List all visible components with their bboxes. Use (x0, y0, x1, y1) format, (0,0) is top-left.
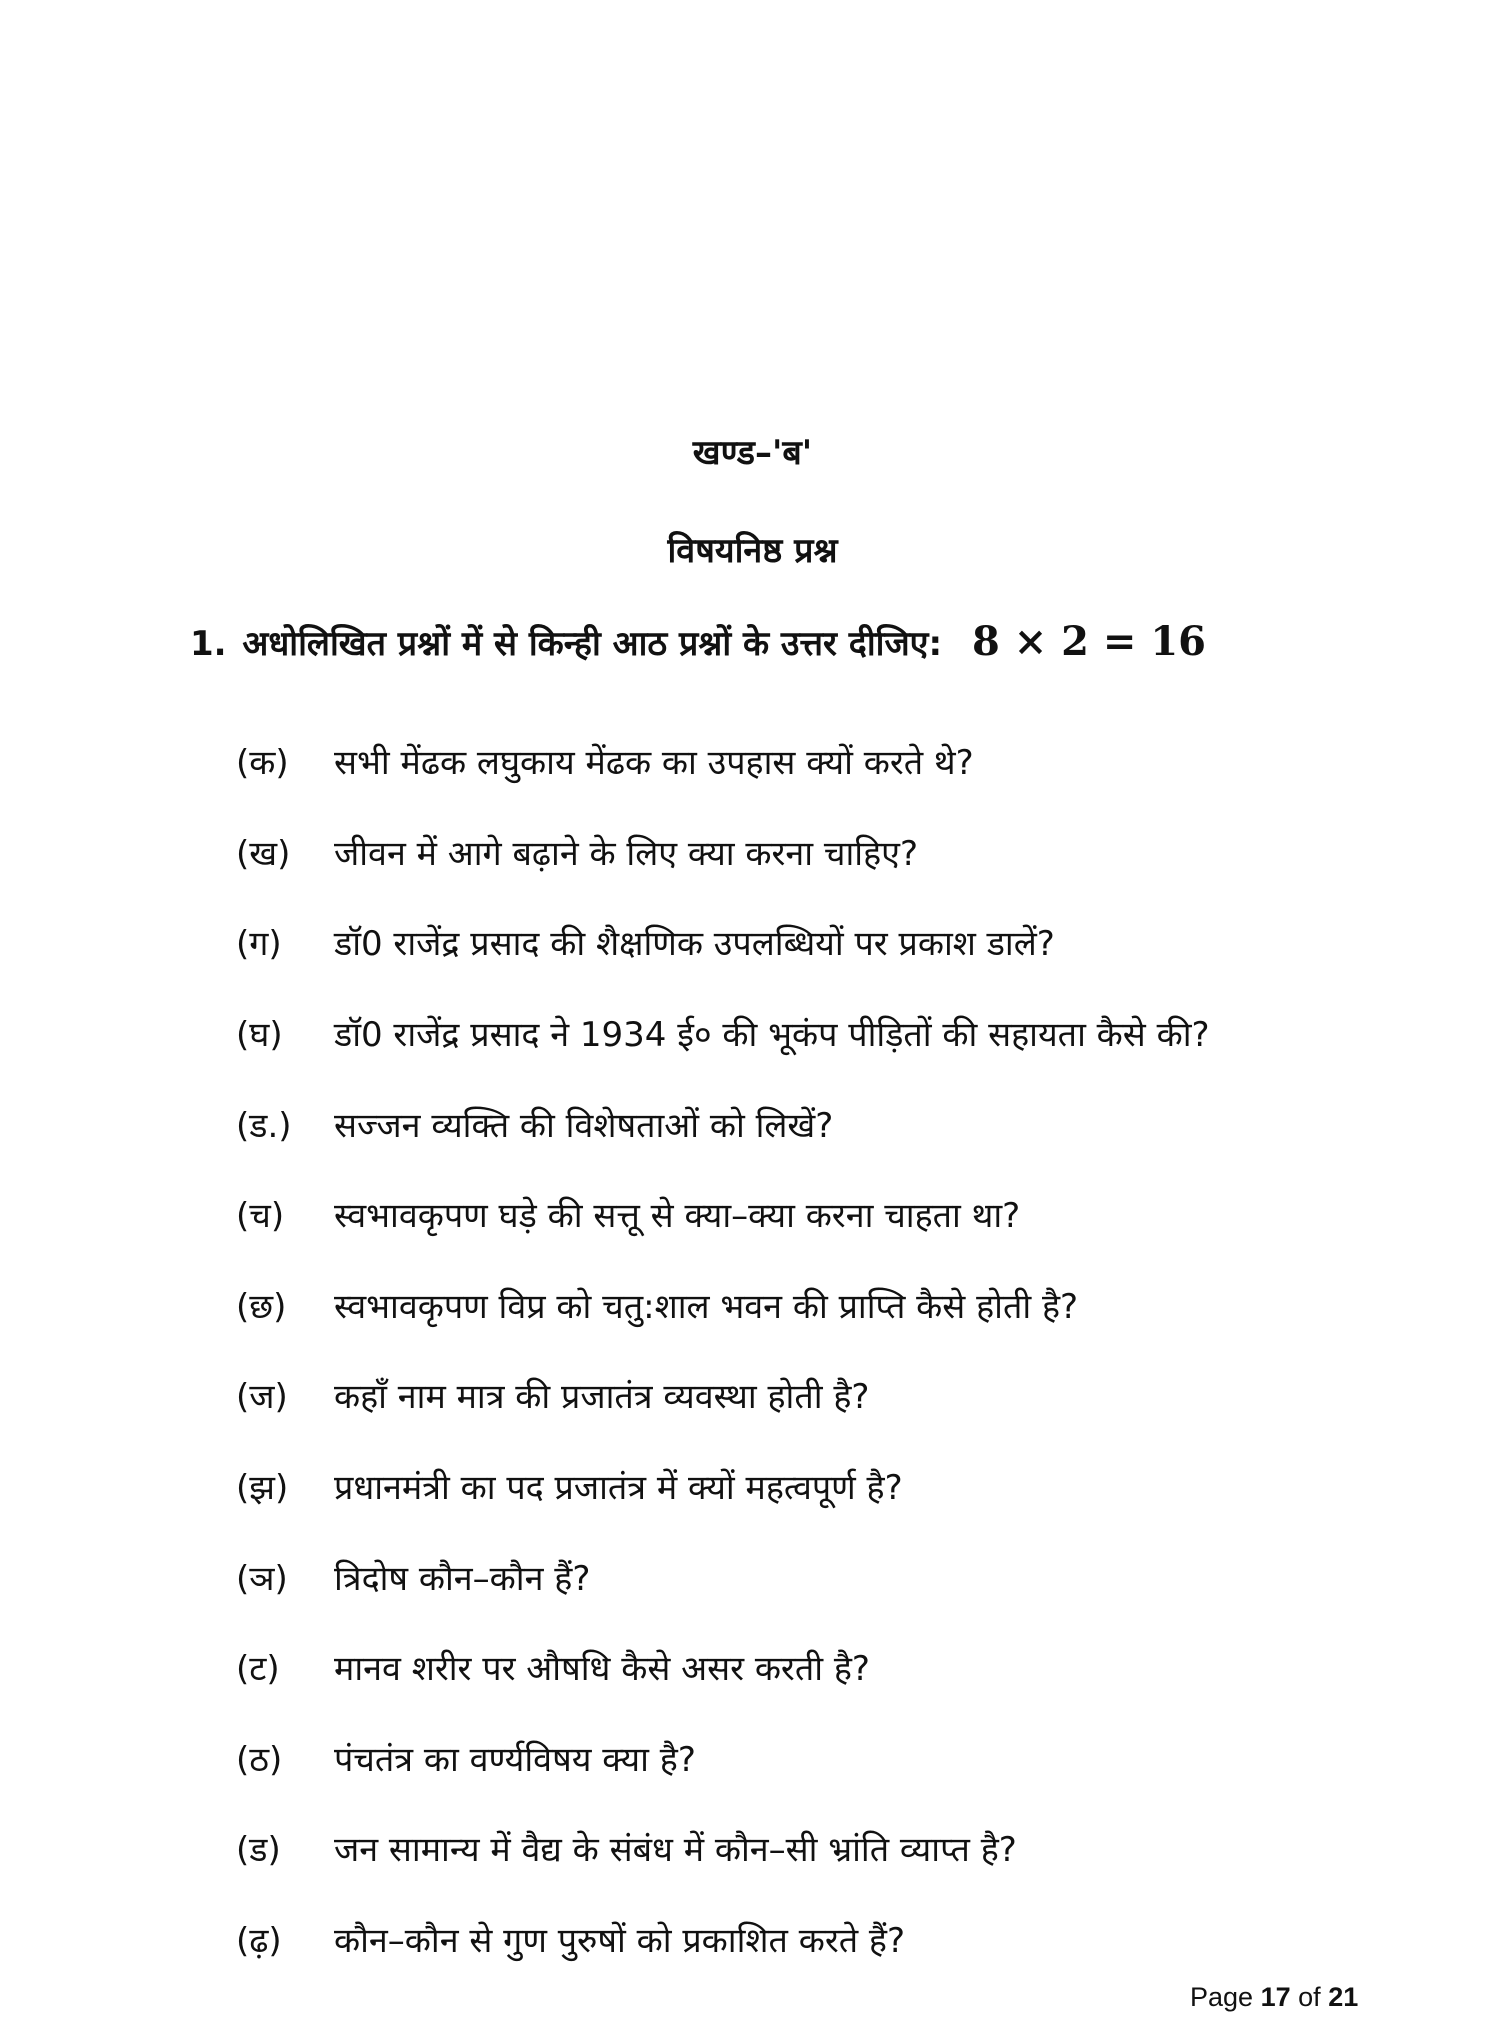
question-label: (च) (236, 1196, 285, 1237)
question-text: कहाँ नाम मात्र की प्रजातंत्र व्यवस्था होती है? (334, 1377, 870, 1418)
question-item (236, 1169, 1416, 1260)
question-text: डॉ0 राजेंद्र प्रसाद की शैक्षणिक उपलब्धियों पर प्रकाश डालें? (334, 924, 1055, 965)
question-text: कौन–कौन से गुण पुरुषों को प्रकाशित करते हैं? (334, 1921, 906, 1962)
question-item (236, 1441, 1416, 1532)
question-text: जन सामान्य में वैद्य के संबंध में कौन–सी भ्रांति व्याप्त है? (334, 1830, 1017, 1871)
question-list (236, 716, 1416, 1984)
question-text: सज्जन व्यक्ति की विशेषताओं को लिखें? (334, 1105, 834, 1146)
question-label: (ढ़) (236, 1921, 282, 1962)
question-item (236, 1260, 1416, 1351)
question-text: स्वभावकृपण घड़े की सत्तू से क्या–क्या करना चाहता था? (334, 1196, 1021, 1237)
question-label: (ग) (236, 924, 282, 965)
page-label: Page (1190, 1982, 1254, 2012)
section-title: खण्ड–'ब' (692, 433, 813, 473)
question-text: सभी मेंढक लघुकाय मेंढक का उपहास क्यों करते थे? (334, 743, 974, 784)
page-number-footer (1190, 1982, 1358, 2013)
marks-formula: 8 × 2 = 16 (971, 618, 1206, 665)
total-pages: 21 (1328, 1982, 1359, 2012)
current-page: 17 (1260, 1982, 1291, 2012)
question-instruction (190, 618, 1340, 665)
instruction-text: अधोलिखित प्रश्नों में से किन्ही आठ प्रश्नों के उत्तर दीजिए: (242, 624, 943, 664)
question-label: (ड.) (236, 1105, 292, 1146)
of-label: of (1298, 1982, 1321, 2012)
question-text: पंचतंत्र का वर्ण्यविषय क्या है? (334, 1739, 696, 1780)
section-subtitle: विषयनिष्ठ प्रश्न (667, 531, 838, 571)
question-label: (घ) (236, 1015, 283, 1056)
question-text: स्वभावकृपण विप्र को चतु:शाल भवन की प्राप्ति कैसे होती है? (334, 1286, 1079, 1327)
question-item (236, 1713, 1416, 1804)
question-label: (क) (236, 743, 289, 784)
question-item (236, 1622, 1416, 1713)
question-item (236, 1078, 1416, 1169)
question-item (236, 988, 1416, 1079)
question-item (236, 1894, 1416, 1985)
question-text: मानव शरीर पर औषधि कैसे असर करती है? (334, 1649, 870, 1690)
question-label: (ट) (236, 1649, 280, 1690)
question-item (236, 1803, 1416, 1894)
question-item (236, 1350, 1416, 1441)
question-label: (ख) (236, 833, 291, 874)
question-text: प्रधानमंत्री का पद प्रजातंत्र में क्यों महत्वपूर्ण है? (334, 1468, 903, 1509)
question-label: (झ) (236, 1468, 289, 1509)
question-label: (छ) (236, 1286, 287, 1327)
question-text: डॉ0 राजेंद्र प्रसाद ने 1934 ई० की भूकंप पीड़ितों की सहायता कैसे की? (334, 1015, 1210, 1056)
question-label: (ठ) (236, 1739, 283, 1780)
question-label: (ड) (236, 1830, 281, 1871)
question-label: (ज) (236, 1377, 288, 1418)
question-number: 1. (190, 624, 227, 664)
question-item (236, 807, 1416, 898)
question-label: (ञ) (236, 1558, 288, 1599)
question-text: जीवन में आगे बढ़ाने के लिए क्या करना चाहिए? (334, 833, 919, 874)
question-text: त्रिदोष कौन–कौन हैं? (334, 1558, 591, 1599)
question-item (236, 716, 1416, 807)
question-item (236, 1531, 1416, 1622)
question-item (236, 897, 1416, 988)
